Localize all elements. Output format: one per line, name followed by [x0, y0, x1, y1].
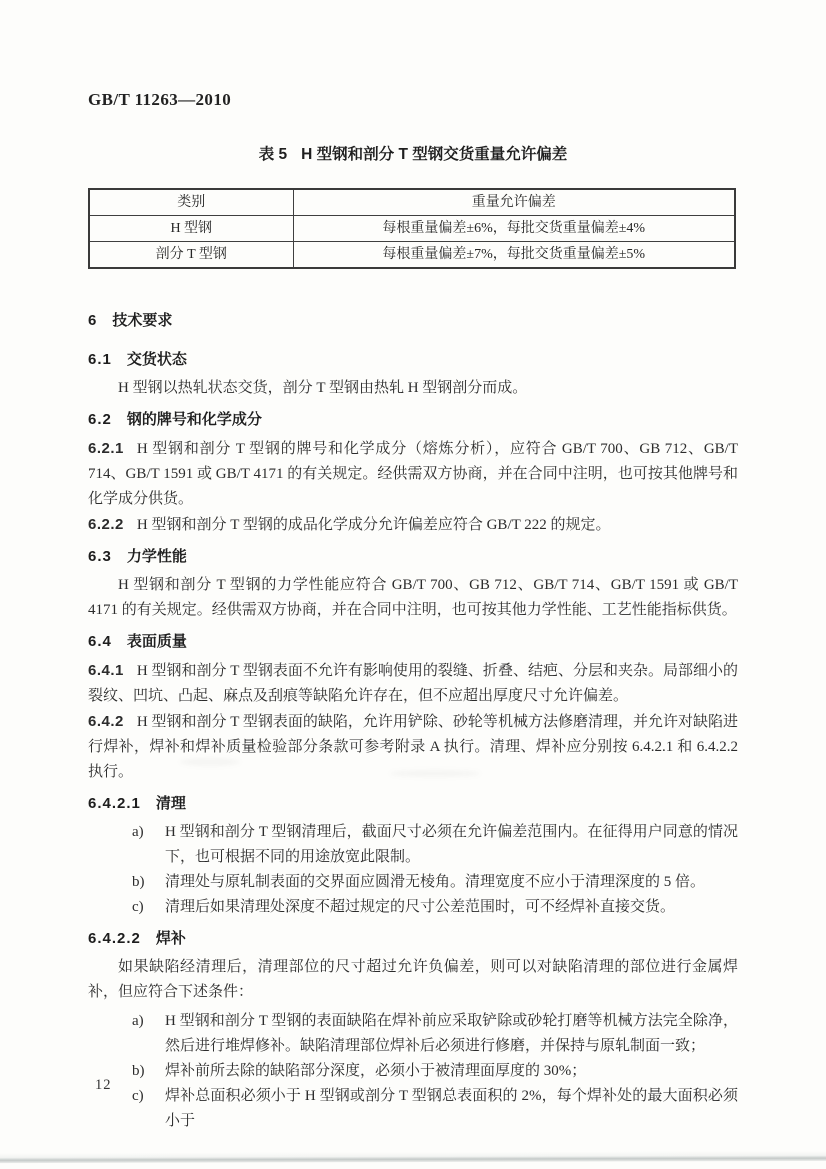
standard-document-code: GB/T 11263—2010 [88, 90, 232, 109]
section-title: 交货状态 [126, 351, 187, 368]
cell-category-h-beam: H 型钢 [89, 216, 293, 242]
clause-number: 6.2.2 [88, 516, 124, 533]
section-title: 力学性能 [126, 548, 187, 565]
table5-number: 表 5 [258, 146, 288, 163]
list-marker: a) [132, 824, 144, 840]
cell-tolerance-split-t: 每根重量偏差±7%，每批交货重量偏差±5% [293, 242, 735, 269]
list-item-c-cleaning [88, 895, 738, 920]
section-title: 钢的牌号和化学成分 [126, 411, 262, 428]
list-item-b-welding [88, 1059, 738, 1084]
list-text: H 型钢和剖分 T 型钢的表面缺陷在焊补前应采取铲除或砂轮打磨等机械方法完全除净，然后进行堆焊修补。缺陷清理部位焊补后必须进行修磨，并保持与原轧制面一致； [165, 1013, 738, 1054]
section-number: 6 [88, 312, 98, 329]
clause-text: H 型钢和剖分 T 型钢的成品化学成分允许偏差应符合 GB/T 222 的规定。 [136, 517, 611, 533]
section-title: 清理 [155, 795, 186, 812]
section-number: 6.4.2.1 [88, 795, 141, 812]
page-number: 12 [95, 1077, 112, 1093]
clause-number: 6.4.1 [88, 662, 124, 679]
table5-caption: H 型钢和剖分 T 型钢交货重量允许偏差 [301, 146, 568, 163]
list-marker: c) [132, 899, 144, 915]
section-heading-6-3 [88, 544, 738, 569]
section-number: 6.2 [88, 411, 112, 428]
clause-6-2-2 [88, 512, 738, 538]
scanned-page-bottom-edge [0, 1151, 826, 1163]
clause-6-4-1 [88, 658, 738, 709]
section-heading-6-4-2-1 [88, 791, 738, 816]
paragraph-delivery-condition: H 型钢以热轧状态交货，剖分 T 型钢由热轧 H 型钢剖分而成。 [118, 380, 528, 396]
section-number: 6.3 [88, 548, 112, 565]
column-header-category: 类别 [89, 189, 293, 216]
clause-6-2-1 [88, 436, 738, 512]
list-text: 焊补前所去除的缺陷部分深度，必须小于被清理面厚度的 30%； [165, 1063, 587, 1079]
section-number: 6.4.2.2 [88, 930, 141, 947]
list-text: 清理处与原轧制表面的交界面应圆滑无棱角。清理宽度不应小于清理深度的 5 倍。 [165, 874, 706, 890]
list-item-b-cleaning [88, 870, 738, 895]
list-marker: c) [132, 1088, 144, 1104]
section-number: 6.1 [88, 351, 112, 368]
table5-weight-tolerance [88, 188, 736, 269]
list-text: 焊补总面积必须小于 H 型钢或剖分 T 型钢总表面积的 2%，每个焊补处的最大面积必须小于 [165, 1088, 738, 1129]
section-title: 焊补 [155, 930, 186, 947]
clause-text: H 型钢和剖分 T 型钢表面不允许有影响使用的裂缝、折叠、结疤、分层和夹杂。局部细小的裂纹、凹坑、凸起、麻点及刮痕等缺陷允许存在，但不应超出厚度尺寸允许偏差。 [88, 663, 738, 704]
list-text: H 型钢和剖分 T 型钢清理后，截面尺寸必须在允许偏差范围内。在征得用户同意的情况下，也可根据不同的用途放宽此限制。 [165, 824, 738, 865]
section-heading-6-4 [88, 629, 738, 654]
section-number: 6.4 [88, 633, 112, 650]
section-heading-6-2 [88, 407, 738, 432]
cell-category-split-t: 剖分 T 型钢 [89, 242, 293, 269]
list-text: 清理后如果清理处深度不超过规定的尺寸公差范围时，可不经焊补直接交货。 [165, 899, 676, 915]
section-title: 表面质量 [126, 633, 187, 650]
list-marker: a) [132, 1013, 144, 1029]
list-item-a-welding [88, 1009, 738, 1059]
paragraph-welding-intro: 如果缺陷经清理后，清理部位的尺寸超过允许负偏差，则可以对缺陷清理的部位进行金属焊补，但应符合下述条件： [88, 959, 738, 1000]
paragraph-mechanical-properties: H 型钢和剖分 T 型钢的力学性能应符合 GB/T 700、GB 712、GB/T 714、GB/T 1591 或 GB/T 4171 的有关规定。经供需双方协商，并在合同中注明，也可按其他力学性能、工艺性能指标供货。 [88, 577, 738, 618]
scan-smudge [180, 758, 240, 766]
list-marker: b) [132, 1063, 145, 1079]
clause-number: 6.4.2 [88, 713, 124, 730]
scan-smudge [390, 770, 480, 777]
table-row [89, 216, 735, 242]
table-header-row [89, 189, 735, 216]
page-content [88, 142, 738, 1134]
column-header-weight-tolerance: 重量允许偏差 [293, 189, 735, 216]
cell-tolerance-h-beam: 每根重量偏差±6%，每批交货重量偏差±4% [293, 216, 735, 242]
section-heading-6-1 [88, 347, 738, 372]
table5-title [88, 142, 738, 167]
section-heading-6 [88, 308, 738, 333]
clause-text: H 型钢和剖分 T 型钢的牌号和化学成分（熔炼分析），应符合 GB/T 700、GB 712、GB/T 714、GB/T 1591 或 GB/T 4171 的有关规定。经供需双方协商，并在合同中注明，也可按其他牌号和化学成分供货。 [88, 441, 738, 507]
list-item-a-cleaning [88, 820, 738, 870]
list-marker: b) [132, 874, 145, 890]
table-row [89, 242, 735, 269]
clause-text: H 型钢和剖分 T 型钢表面的缺陷，允许用铲除、砂轮等机械方法修磨清理，并允许对缺陷进行焊补，焊补和焊补质量检验部分条款可参考附录 A 执行。清理、焊补应分别按 6.4.2.1 和 6.4.2.2 执行。 [88, 714, 738, 780]
section-title: 技术要求 [112, 312, 173, 329]
list-item-c-welding [88, 1084, 738, 1134]
section-heading-6-4-2-2 [88, 926, 738, 951]
clause-number: 6.2.1 [88, 440, 124, 457]
